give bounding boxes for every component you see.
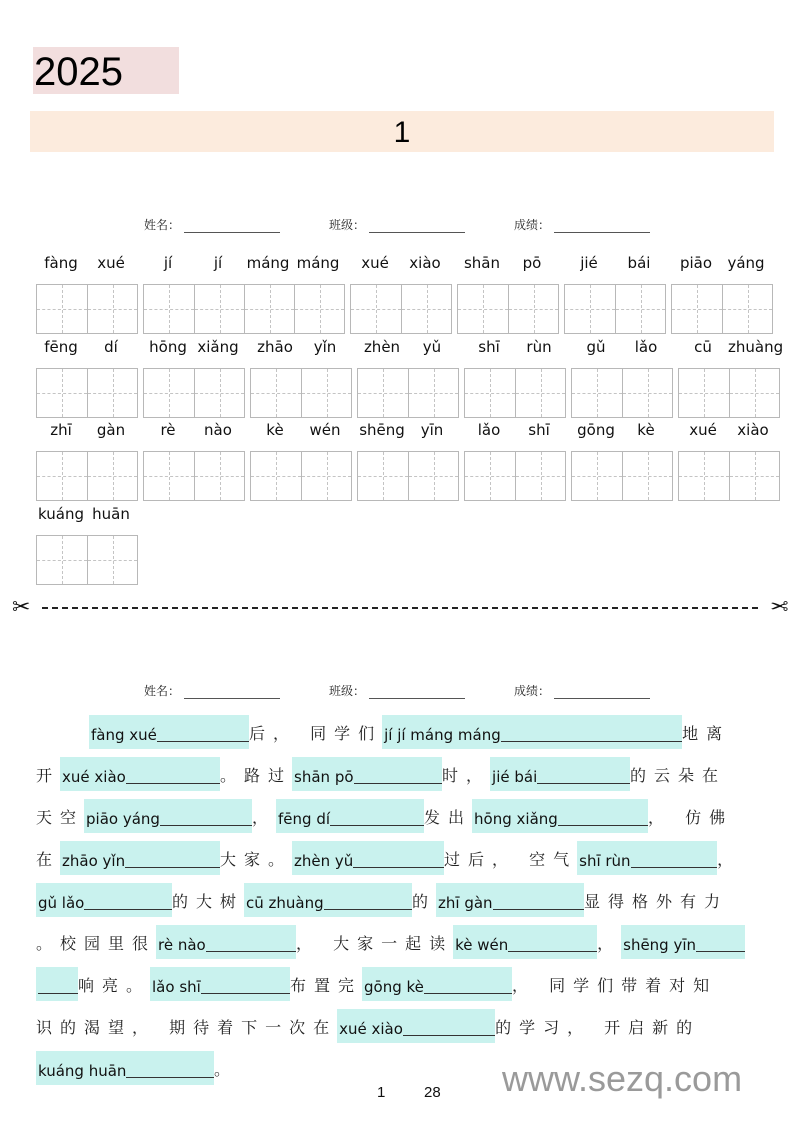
blank-pinyin-hint: gǔ lǎo	[38, 894, 85, 912]
tianzige-cell[interactable]	[729, 369, 779, 417]
class-field[interactable]	[329, 216, 465, 233]
paragraph-line	[36, 925, 745, 959]
answer-blank[interactable]	[472, 799, 648, 833]
name-blank[interactable]	[184, 686, 280, 699]
blank-pinyin-hint: xué xiào	[62, 768, 126, 786]
tianzige-cell[interactable]	[622, 369, 672, 417]
writing-cells[interactable]	[357, 368, 459, 418]
pinyin-syllable: jié	[580, 254, 598, 272]
pinyin-syllable: hōng	[149, 338, 187, 356]
writing-cells[interactable]	[36, 368, 138, 418]
answer-blank[interactable]	[36, 1051, 214, 1085]
year-title: 2025	[33, 47, 179, 94]
paragraph-text: 识的渴望， 期待着下一次在	[36, 1017, 338, 1037]
pinyin-syllable: zhāo	[257, 338, 293, 356]
answer-underline[interactable]	[354, 782, 443, 784]
writing-cells[interactable]	[143, 284, 345, 334]
pinyin-syllable: fàng	[44, 254, 78, 272]
blank-pinyin-hint: kuáng huān	[38, 1062, 127, 1080]
paragraph-text: 的	[412, 891, 437, 911]
name-label: 姓名：	[144, 218, 181, 232]
blank-pinyin-hint: shān pō	[294, 768, 354, 786]
pinyin-syllable: xiào	[409, 254, 441, 272]
writing-cells[interactable]	[678, 368, 780, 418]
pinyin-syllable: bái	[627, 254, 651, 272]
dashed-divider	[42, 607, 758, 609]
paragraph-text: 的大树	[172, 891, 245, 911]
tianzige-cell[interactable]	[301, 452, 351, 500]
paragraph-text: 大家。	[220, 849, 293, 869]
score-field[interactable]	[514, 216, 650, 233]
tianzige-cell[interactable]	[244, 285, 294, 333]
answer-blank[interactable]	[36, 883, 172, 917]
tianzige-cell[interactable]	[572, 369, 622, 417]
pinyin-syllable: shī	[478, 338, 500, 356]
tianzige-cell[interactable]	[729, 452, 779, 500]
answer-underline[interactable]	[631, 866, 718, 868]
pinyin-syllable: gǔ	[586, 338, 606, 356]
paragraph-text: 后， 同学们	[249, 723, 383, 743]
score-field[interactable]	[514, 682, 650, 699]
tianzige-cell[interactable]	[37, 536, 87, 584]
scissors-icon: ✂	[12, 595, 31, 620]
paragraph-text: 。路过	[220, 765, 293, 785]
answer-underline[interactable]	[403, 1034, 495, 1036]
paragraph-text: 开	[36, 765, 61, 785]
tianzige-cell[interactable]	[679, 369, 729, 417]
pinyin-syllable: zhuàng	[728, 338, 784, 356]
pinyin-syllable: gōng	[577, 421, 615, 439]
paragraph-line	[36, 1051, 238, 1085]
answer-underline[interactable]	[493, 908, 584, 910]
paragraph-line	[36, 1009, 700, 1043]
blank-pinyin-hint: cū zhuàng	[246, 894, 324, 912]
tianzige-cell[interactable]	[358, 369, 408, 417]
tianzige-cell[interactable]	[515, 369, 565, 417]
paragraph-line	[36, 841, 741, 875]
blank-pinyin-hint: xué xiào	[339, 1020, 403, 1038]
paragraph-text: 。校园里很	[36, 933, 157, 953]
writing-cells[interactable]	[564, 284, 666, 334]
answer-underline[interactable]	[696, 950, 745, 952]
pinyin-syllable: kè	[266, 421, 284, 439]
writing-cells[interactable]	[250, 368, 352, 418]
tianzige-cell[interactable]	[87, 369, 137, 417]
student-info-line	[0, 216, 800, 236]
answer-underline[interactable]	[424, 992, 512, 994]
writing-cells[interactable]	[464, 368, 566, 418]
paragraph-text: ，	[717, 849, 742, 869]
tianzige-cell[interactable]	[351, 285, 401, 333]
writing-cells[interactable]	[571, 368, 673, 418]
name-label: 姓名：	[144, 684, 181, 698]
writing-cells[interactable]	[350, 284, 452, 334]
answer-underline[interactable]	[84, 908, 172, 910]
answer-underline[interactable]	[160, 824, 252, 826]
blank-pinyin-hint: hōng xiǎng	[474, 810, 558, 828]
pinyin-syllable: shān	[463, 254, 501, 272]
cut-line	[12, 596, 788, 620]
pinyin-syllable: jí	[213, 254, 223, 272]
answer-underline[interactable]	[558, 824, 648, 826]
blank-pinyin-hint: jí jí máng máng	[384, 726, 501, 744]
tianzige-cell[interactable]	[144, 369, 194, 417]
answer-blank[interactable]	[453, 925, 597, 959]
scissors-icon: ✂	[769, 595, 788, 620]
pinyin-syllable: zhī	[50, 421, 72, 439]
answer-blank[interactable]	[292, 757, 442, 791]
paragraph-line	[36, 967, 717, 1001]
tianzige-cell[interactable]	[615, 285, 665, 333]
tianzige-cell[interactable]	[622, 452, 672, 500]
writing-cells[interactable]	[678, 451, 780, 501]
pinyin-syllable: xué	[361, 254, 389, 272]
answer-blank[interactable]	[276, 799, 424, 833]
tianzige-cell[interactable]	[679, 452, 729, 500]
answer-underline[interactable]	[537, 782, 630, 784]
tianzige-cell[interactable]	[194, 369, 244, 417]
pinyin-syllable: gàn	[96, 421, 126, 439]
writing-cells[interactable]	[250, 451, 352, 501]
page-number-left: 1	[377, 1084, 386, 1101]
paragraph-text: ，	[597, 933, 622, 953]
paragraph-text: 天空	[36, 807, 85, 827]
paragraph-text: ， 大家一起读	[296, 933, 454, 953]
tianzige-cell[interactable]	[358, 452, 408, 500]
tianzige-cell[interactable]	[87, 452, 137, 500]
answer-blank[interactable]	[244, 883, 412, 917]
pinyin-syllable: shī	[528, 421, 550, 439]
paragraph-text: 显得格外有力	[584, 891, 729, 911]
tianzige-cell[interactable]	[458, 285, 508, 333]
pinyin-syllable: máng	[296, 254, 340, 272]
tianzige-cell[interactable]	[672, 285, 722, 333]
answer-underline[interactable]	[125, 866, 220, 868]
pinyin-syllable: zhèn	[363, 338, 401, 356]
tianzige-cell[interactable]	[37, 452, 87, 500]
pinyin-syllable: yǔ	[422, 338, 442, 356]
tianzige-cell[interactable]	[87, 285, 137, 333]
writing-cells[interactable]	[671, 284, 773, 334]
pinyin-syllable: xué	[97, 254, 125, 272]
blank-pinyin-hint: shēng yīn	[623, 936, 697, 954]
writing-cells[interactable]	[464, 451, 566, 501]
tianzige-cell[interactable]	[408, 452, 458, 500]
paragraph-text: ， 仿佛	[648, 807, 734, 827]
writing-cells[interactable]	[143, 451, 245, 501]
class-label: 班级：	[329, 684, 366, 698]
blank-pinyin-hint: shī rùn	[579, 852, 631, 870]
answer-blank[interactable]	[150, 967, 290, 1001]
blank-pinyin-hint: kè wén	[455, 936, 509, 954]
tianzige-cell[interactable]	[515, 452, 565, 500]
answer-underline[interactable]	[206, 950, 296, 952]
answer-blank[interactable]	[36, 967, 78, 1001]
tianzige-cell[interactable]	[194, 285, 244, 333]
pinyin-syllable: cū	[694, 338, 712, 356]
answer-underline[interactable]	[508, 950, 597, 952]
blank-pinyin-hint: zhī gàn	[438, 894, 493, 912]
blank-pinyin-hint: fàng xué	[91, 726, 157, 744]
answer-underline[interactable]	[126, 1076, 214, 1078]
pinyin-syllable: yáng	[727, 254, 765, 272]
paragraph-text: 发出	[424, 807, 473, 827]
paragraph-line	[36, 883, 728, 917]
tianzige-cell[interactable]	[251, 452, 301, 500]
blank-pinyin-hint: jié bái	[492, 768, 538, 786]
tianzige-cell[interactable]	[572, 452, 622, 500]
paragraph-text: ， 同学们带着对知	[512, 975, 718, 995]
paragraph-text: 的云朵在	[630, 765, 727, 785]
class-blank[interactable]	[369, 220, 465, 233]
tianzige-cell[interactable]	[508, 285, 558, 333]
class-label: 班级：	[329, 218, 366, 232]
answer-blank[interactable]	[577, 841, 717, 875]
tianzige-cell[interactable]	[144, 452, 194, 500]
pinyin-syllable: xué	[689, 421, 717, 439]
answer-blank[interactable]	[156, 925, 296, 959]
answer-underline[interactable]	[324, 908, 412, 910]
pinyin-syllable: rè	[160, 421, 176, 439]
score-label: 成绩：	[514, 684, 551, 698]
answer-blank[interactable]	[337, 1009, 495, 1043]
answer-underline[interactable]	[201, 992, 290, 994]
answer-blank[interactable]	[621, 925, 745, 959]
pinyin-syllable: fēng	[44, 338, 78, 356]
pinyin-syllable: shēng	[359, 421, 405, 439]
tianzige-cell[interactable]	[251, 369, 301, 417]
pinyin-syllable: kuáng	[38, 505, 84, 523]
answer-underline[interactable]	[353, 866, 444, 868]
pinyin-syllable: dí	[104, 338, 118, 356]
writing-cells[interactable]	[571, 451, 673, 501]
blank-pinyin-hint: zhèn yǔ	[294, 852, 354, 870]
page-number-right: 28	[424, 1084, 441, 1101]
pinyin-syllable: lǎo	[477, 421, 501, 439]
pinyin-syllable: máng	[246, 254, 290, 272]
pinyin-syllable: piāo	[679, 254, 713, 272]
pinyin-syllable: wén	[309, 421, 341, 439]
paragraph-text: 的学习， 开启新的	[495, 1017, 701, 1037]
tianzige-cell[interactable]	[87, 536, 137, 584]
blank-pinyin-hint: rè nào	[158, 936, 206, 954]
tianzige-cell[interactable]	[194, 452, 244, 500]
pinyin-syllable: yǐn	[313, 338, 337, 356]
name-field[interactable]	[144, 682, 280, 699]
tianzige-cell[interactable]	[144, 285, 194, 333]
blank-pinyin-hint: zhāo yǐn	[62, 852, 126, 870]
answer-blank[interactable]	[362, 967, 512, 1001]
answer-underline[interactable]	[157, 740, 249, 742]
paragraph-line	[89, 715, 730, 749]
tianzige-cell[interactable]	[37, 369, 87, 417]
answer-underline[interactable]	[38, 992, 78, 994]
pinyin-syllable: xiǎng	[197, 338, 239, 356]
paragraph-text: 地离	[682, 723, 731, 743]
answer-blank[interactable]	[382, 715, 682, 749]
pinyin-syllable: rùn	[526, 338, 552, 356]
writing-cells[interactable]	[36, 451, 138, 501]
pinyin-syllable: nào	[204, 421, 232, 439]
writing-cells[interactable]	[357, 451, 459, 501]
blank-pinyin-hint: gōng kè	[364, 978, 424, 996]
score-blank[interactable]	[554, 220, 650, 233]
paragraph-line	[36, 757, 726, 791]
answer-underline[interactable]	[126, 782, 220, 784]
tianzige-cell[interactable]	[722, 285, 772, 333]
writing-cells[interactable]	[36, 535, 138, 585]
paragraph-text: ，	[252, 807, 277, 827]
pinyin-syllable: huān	[92, 505, 130, 523]
watermark: www.sezq.com	[502, 1058, 743, 1099]
blank-pinyin-hint: fēng dí	[278, 810, 331, 828]
lesson-number-banner: 1	[30, 111, 774, 152]
answer-underline[interactable]	[330, 824, 424, 826]
class-blank[interactable]	[369, 686, 465, 699]
pinyin-syllable: yīn	[420, 421, 444, 439]
paragraph-text: 时，	[442, 765, 491, 785]
paragraph-text: 响亮。	[78, 975, 151, 995]
tianzige-cell[interactable]	[565, 285, 615, 333]
tianzige-cell[interactable]	[408, 369, 458, 417]
tianzige-cell[interactable]	[301, 369, 351, 417]
writing-cells[interactable]	[457, 284, 559, 334]
writing-cells[interactable]	[143, 368, 245, 418]
pinyin-syllable: xiào	[737, 421, 769, 439]
class-field[interactable]	[329, 682, 465, 699]
tianzige-cell[interactable]	[465, 452, 515, 500]
paragraph-text: 在	[36, 849, 61, 869]
pinyin-syllable: pō	[522, 254, 542, 272]
answer-blank[interactable]	[89, 715, 249, 749]
name-field[interactable]	[144, 216, 280, 233]
answer-blank[interactable]	[60, 757, 220, 791]
answer-blank[interactable]	[436, 883, 584, 917]
pinyin-syllable: lǎo	[634, 338, 658, 356]
pinyin-syllable: kè	[637, 421, 655, 439]
blank-pinyin-hint: lǎo shī	[152, 978, 201, 996]
paragraph-text: 布置完	[290, 975, 363, 995]
tianzige-cell[interactable]	[37, 285, 87, 333]
tianzige-cell[interactable]	[465, 369, 515, 417]
student-info-line	[0, 682, 800, 702]
answer-underline[interactable]	[501, 740, 682, 742]
score-blank[interactable]	[554, 686, 650, 699]
answer-blank[interactable]	[292, 841, 444, 875]
writing-cells[interactable]	[36, 284, 138, 334]
tianzige-cell[interactable]	[294, 285, 344, 333]
tianzige-cell[interactable]	[401, 285, 451, 333]
answer-blank[interactable]	[84, 799, 252, 833]
paragraph-text: 过后， 空气	[444, 849, 578, 869]
paragraph-text: 。	[214, 1059, 239, 1079]
answer-blank[interactable]	[60, 841, 220, 875]
paragraph-line	[36, 799, 733, 833]
answer-blank[interactable]	[490, 757, 630, 791]
pinyin-syllable: jí	[163, 254, 173, 272]
blank-pinyin-hint: piāo yáng	[86, 810, 160, 828]
name-blank[interactable]	[184, 220, 280, 233]
score-label: 成绩：	[514, 218, 551, 232]
